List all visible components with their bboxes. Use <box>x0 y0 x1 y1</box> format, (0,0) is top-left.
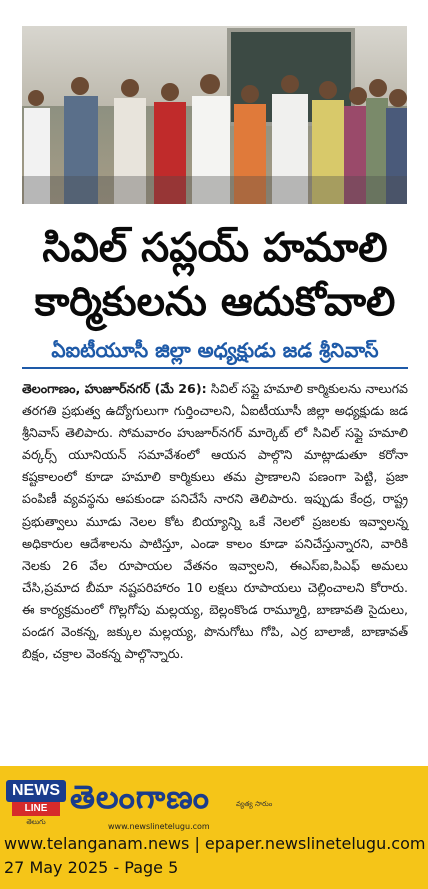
headline-line-2: కార్మికులను ఆదుకోవాలి <box>34 279 396 325</box>
footer-date-page: 27 May 2025 - Page 5 <box>4 858 179 877</box>
dateline: తెలంగాణం, హుజూర్‌నగర్ (మే 26): <box>22 381 207 396</box>
logo-telugu-text: తెలుగు <box>26 818 46 826</box>
brand-name: తెలంగాణం <box>70 778 210 816</box>
subheadline: ఏఐటీయూసీ జిల్లా అధ్యక్షుడు జడ శ్రీనివాస్ <box>51 338 379 362</box>
logo-news-text: NEWS <box>6 780 66 802</box>
group-photo <box>22 26 407 204</box>
headline-line-1: సివిల్ సప్లయ్ హమాలి <box>42 225 388 271</box>
newsline-logo <box>6 780 66 828</box>
footer-banner <box>0 766 428 889</box>
brand-url[interactable]: www.newslinetelugu.com <box>108 822 210 831</box>
logo-line-text: LINE <box>12 802 60 816</box>
article-body <box>22 378 408 665</box>
brand-tagline: వ్యత్య సారుం <box>236 800 273 808</box>
subheadline-underline <box>22 367 408 369</box>
article-body-text: సివిల్ సప్లై హమాలి కార్మికులను నాలుగవ తరగతి ప్రభుత్వ ఉద్యోగులుగా గుర్తించాలని, ఏఐటీయూసీ జిల్లా అధ్యక్షుడు జడ శ్రీనివాస్ తెలిపారు. సోమవారం హుజూర్‌నగర్ మార్కెట్ లో సివిల్ సప్లై హమాలి వర్కర్స్ యూనియన్ సమావేశంలో ఆయన పాల్గొని మాట్లాడుతూ కరోనా కష్టకాలంలో కూడా హమాలి కార్మికులు తమ ప్రాణాలని పణంగా పెట్టి, ప్రజా పంపిణీ వ్యవస్థను ఆపకుండా పనిచేసే నారని తెలిపారు. ఇప్పుడు కేంద్ర, రాష్ట్ర ప్రభుత్వాలు మూడు నెలల కోట బియ్యాన్ని ఒకే నెలలో ప్రజలకు ఇవ్వాలన్న అధికారుల ఆదేశాలను పాటిస్తూ, ఎండా కాలం కూడా పనిచేస్తున్నారని, వారికి నెలకు 26 వేల రూపాయల వేతనం ఇవ్వాలని, ఈఎస్ఐ,పిఎఫ్ అమలు చేసి,ప్రమాద బీమా నష్టపరిహారం 10 లక్షలు రూపాయలు చెల్లించాలని కోరారు. ఈ కార్యక్రమంలో గొల్లగోపు మల్లయ్య, బెల్లంకొండ రామ్మూర్తి, బాణావతి సైదులు, పండగ వెంకన్న, జక్కుల మల్లయ్య, పొనుగోటు గోపి, ఎర్ర బాలాజీ, బాణావత్ బిక్షం, చక్రాల వెంకన్న పాల్గొన్నారు. <box>22 381 408 662</box>
footer-links[interactable]: www.telanganam.news | epaper.newslinetelugu.com <box>4 834 426 853</box>
group-photo-people <box>22 26 407 204</box>
